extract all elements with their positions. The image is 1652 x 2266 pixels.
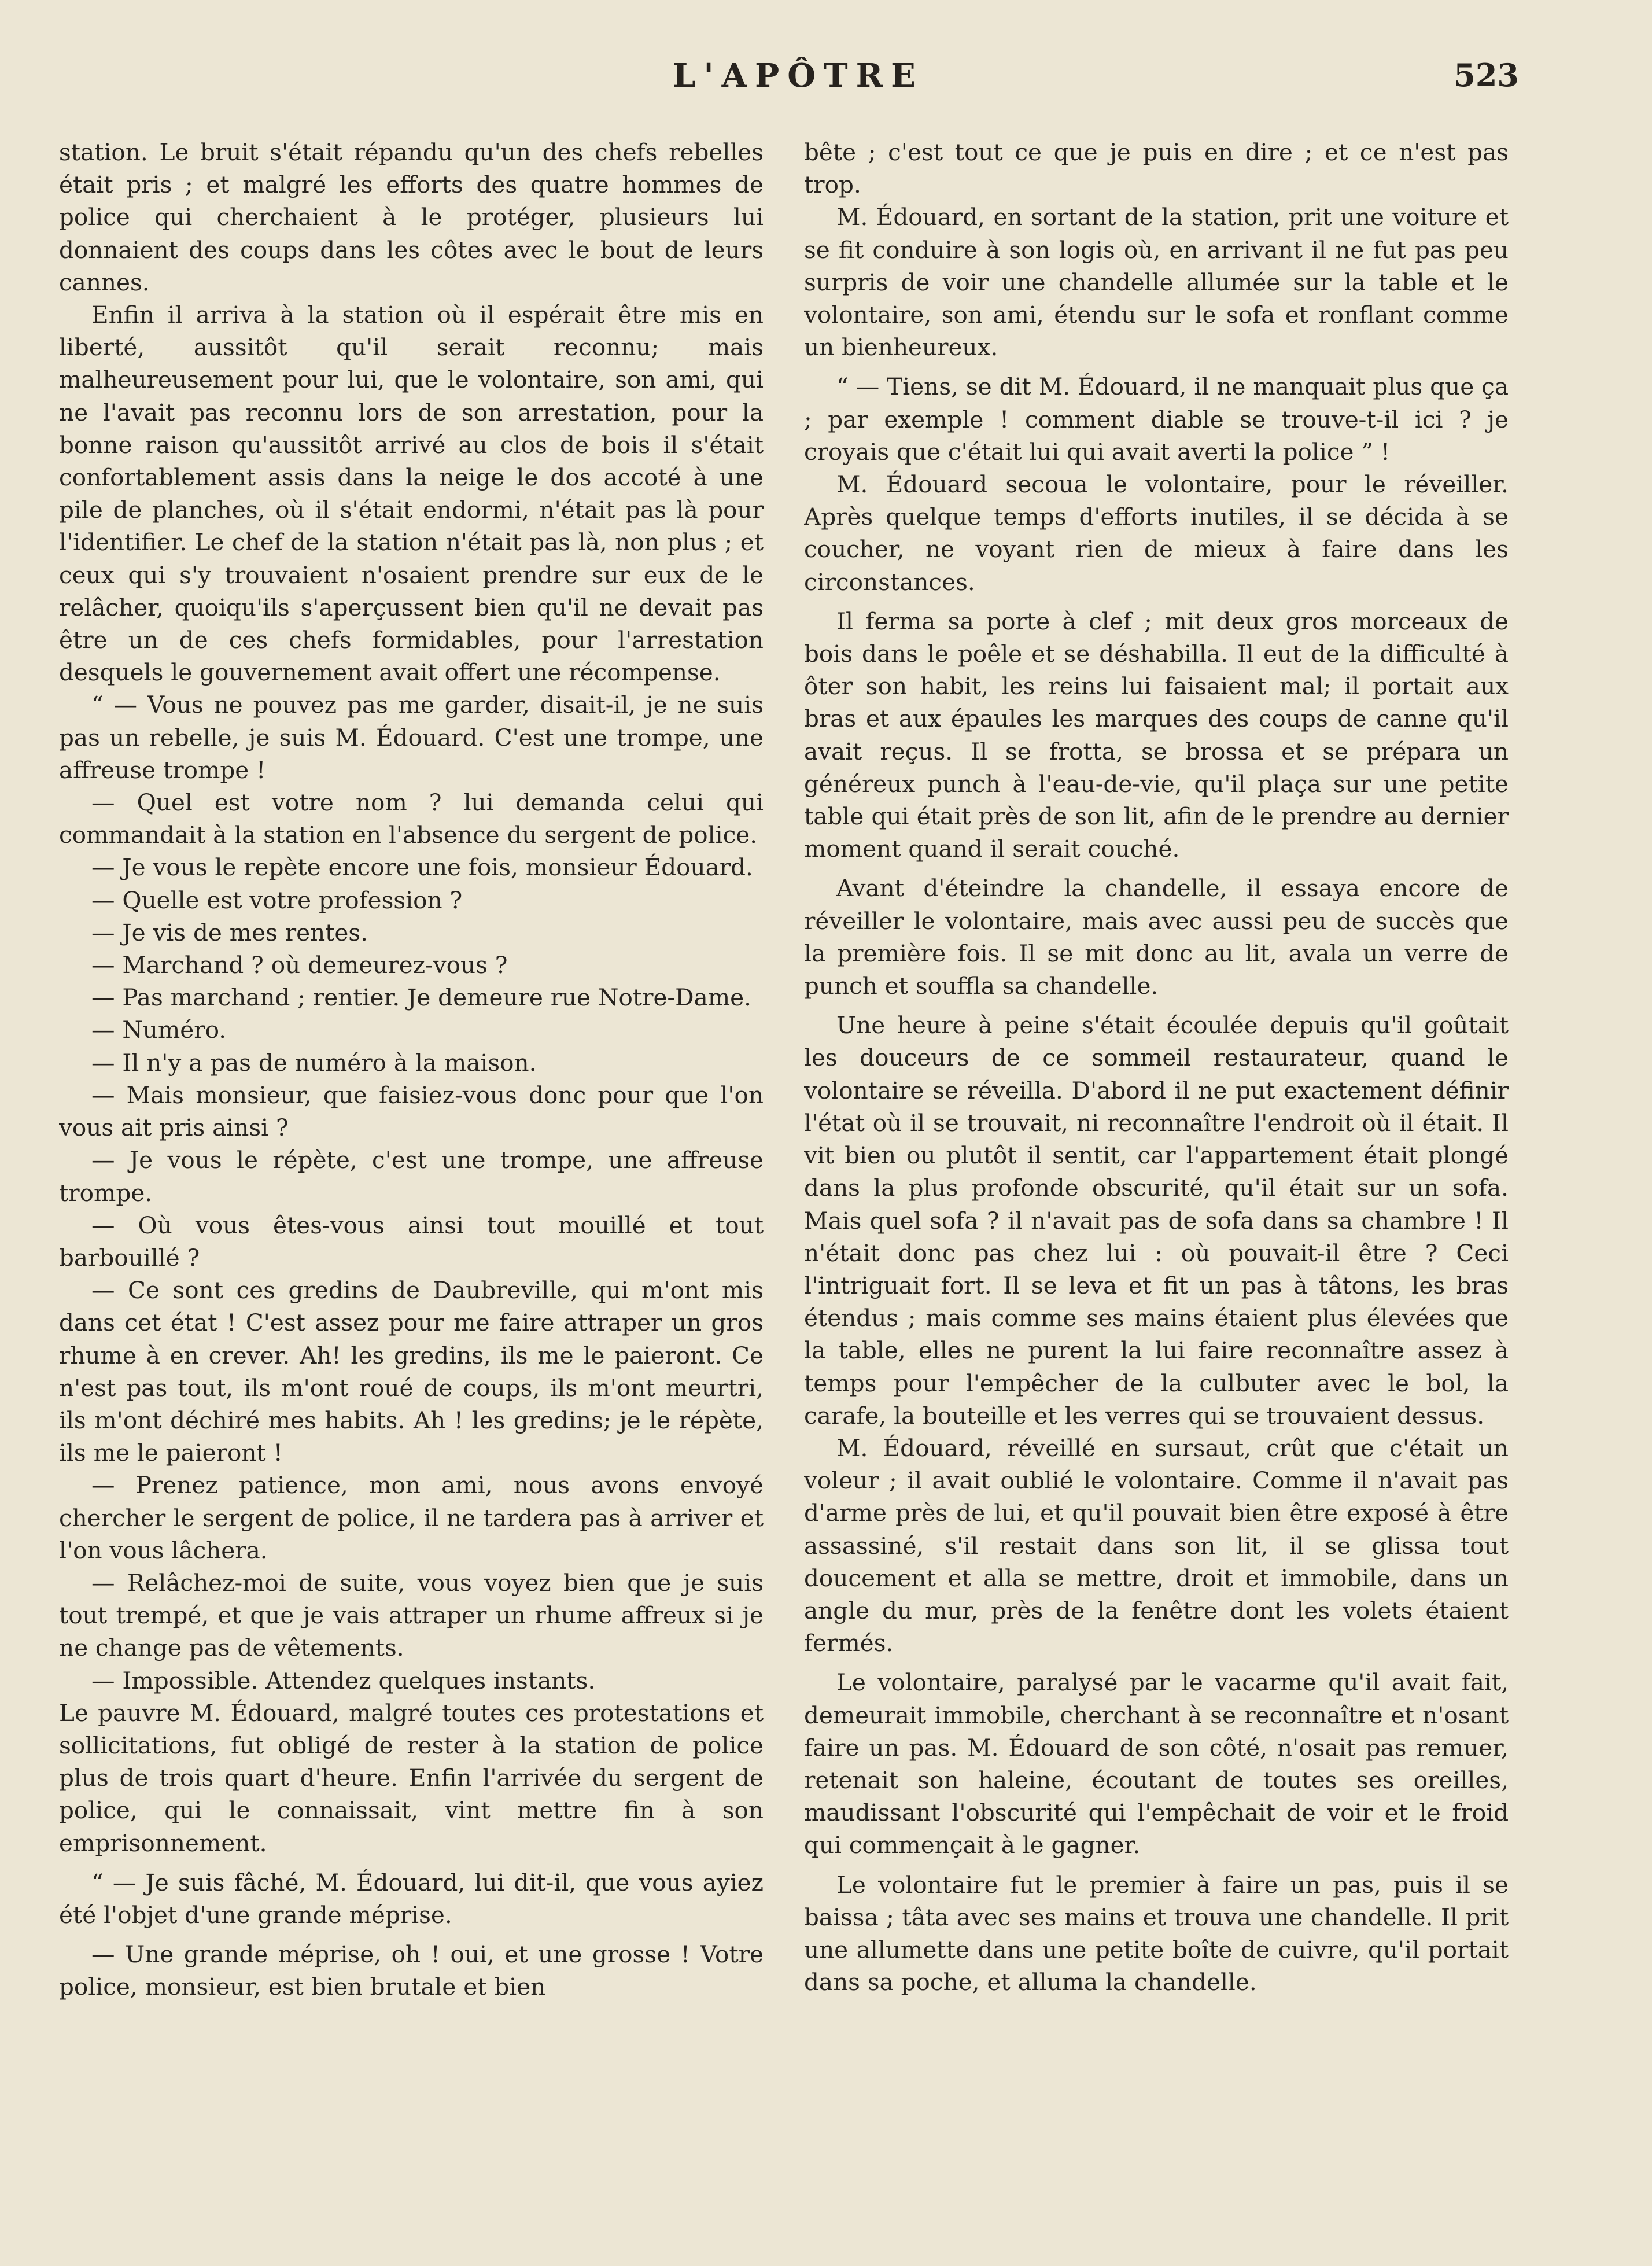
paragraph: — Mais monsieur, que faisiez-vous donc pour que l'on vous ait pris ainsi ? — [59, 1081, 764, 1142]
paragraph: M. Édouard secoua le volontaire, pour le réveiller. Après quelque temps d'efforts inutiles, il se décida à se coucher, ne voyant rien de mieux à faire dans les circonstances. — [804, 470, 1509, 596]
paragraph: — Quelle est votre profession ? — [91, 886, 463, 914]
paragraph: “ — Tiens, se dit M. Édouard, il ne manquait plus que ça ; par exemple ! comment diable se trouve-t-il ici ? je croyais que c'était lui qui avait averti la police ” ! — [804, 373, 1509, 466]
paragraph: Enfin il arriva à la station où il espérait être mis en liberté, aussitôt qu'il serait reconnu; mais malheureusement pour lui, que le volontaire, son ami, qui ne l'avait pas reconnu lors de son arrestation, pour la bonne raison qu'aussitôt arrivé au clos de bois il s'était confortablement assis dans la neige le dos accoté à une pile de planches, où il s'était endormi, n'était pas là pour l'identifier. Le chef de la station n'était pas là, non plus ; et ceux qui s'y trouvaient n'osaient prendre sur eux de le relâcher, quoiqu'ils s'aperçussent bien qu'il ne devait pas être un de ces chefs formidables, pour l'arrestation desquels le gouvernement avait offert une récompense. — [59, 301, 764, 687]
paragraph: — Relâchez-moi de suite, vous voyez bien que je suis tout trempé, et que je vais attraper un rhume affreux si je ne change pas de vêtements. — [59, 1568, 764, 1662]
paragraph: Le volontaire fut le premier à faire un pas, puis il se baissa ; tâta avec ses mains et trouva une chandelle. Il prit une allumette dans une petite boîte de cuivre, qu'il portait dans sa poche, et alluma la chandelle. — [804, 1870, 1509, 1996]
running-title: L'APÔTRE — [673, 57, 924, 95]
paragraph: Une heure à peine s'était écoulée depuis qu'il goûtait les douceurs de ce sommeil restaurateur, quand le volontaire se réveilla. D'abord il ne put exactement définir l'état où il se trouvait, ni reconnaître l'endroit où il était. Il vit bien ou plutôt il sentit, car l'appartement était plongé dans la plus profonde obscurité, qu'il était sur un sofa. Mais quel sofa ? il n'avait pas de sofa dans sa chambre ! Il n'était donc pas chez lui : où pouvait-il être ? Ceci l'intriguait fort. Il se leva et fit un pas à tâtons, les bras étendus ; mais comme ses mains étaient plus élevées que la table, elles ne purent la lui faire reconnaître assez à temps pour l'empêcher de la culbuter avec le bol, la carafe, la bouteille et les verres qui se trouvaient dessus. — [804, 1011, 1509, 1429]
paragraph: Le pauvre M. Édouard, malgré toutes ces protestations et sollicitations, fut obligé de rester à la station de police plus de trois quart d'heure. Enfin l'arrivée du sergent de police, qui le connaissait, vint mettre fin à son emprisonnement. — [59, 1698, 764, 1857]
paragraph: — Numéro. — [91, 1016, 227, 1044]
paragraph: — Pas marchand ; rentier. Je demeure rue Notre-Dame. — [91, 983, 751, 1012]
paragraph: — Je vous le répète, c'est une trompe, une affreuse trompe. — [59, 1146, 764, 1207]
paragraph: — Où vous êtes-vous ainsi tout mouillé et tout barbouillé ? — [59, 1211, 764, 1272]
paragraph: “ — Je suis fâché, M. Édouard, lui dit-il, que vous ayiez été l'objet d'une grande méprise. — [59, 1868, 764, 1929]
paragraph: — Quel est votre nom ? lui demanda celui qui commandait à la station en l'absence du sergent de police. — [59, 789, 764, 849]
paragraph: station. Le bruit s'était répandu qu'un des chefs rebelles était pris ; et malgré les efforts des quatre hommes de police qui cherchaient à le protéger, plusieurs lui donnaient des coups dans les côtes avec le bout de leurs cannes. — [59, 138, 764, 296]
right-column — [804, 136, 1509, 2178]
paragraph: — Marchand ? où demeurez-vous ? — [91, 951, 508, 979]
paragraph: — Une grande méprise, oh ! oui, et une grosse ! Votre police, monsieur, est bien brutale et bien — [59, 1940, 764, 2001]
paragraph: — Il n'y a pas de numéro à la maison. — [91, 1048, 537, 1077]
paragraph: — Je vous le repète encore une fois, monsieur Édouard. — [91, 853, 753, 882]
paragraph: Il ferma sa porte à clef ; mit deux gros morceaux de bois dans le poêle et se déshabilla. Il eut de la difficulté à ôter son habit, les reins lui faisaient mal; il portait aux bras et aux épaules les marques des coups de canne qu'il avait reçus. Il se frotta, se brossa et se prépara un généreux punch à l'eau-de-vie, qu'il plaça sur une petite table qui était près de son lit, afin de le prendre au dernier moment quand il serait couché. — [804, 607, 1509, 863]
paragraph: — Ce sont ces gredins de Daubreville, qui m'ont mis dans cet état ! C'est assez pour me faire attraper un gros rhume à en crever. Ah! les gredins, ils me le paieront. Ce n'est pas tout, ils m'ont roué de coups, ils m'ont meurtri, ils m'ont déchiré mes habits. Ah ! les gredins; je le répète, ils me le paieront ! — [59, 1276, 764, 1467]
left-column — [59, 136, 764, 2178]
paragraph: M. Édouard, réveillé en sursaut, crût que c'était un voleur ; il avait oublié le volontaire. Comme il n'avait pas d'arme près de lui, et qu'il pouvait bien être exposé à être assassiné, s'il restait dans son lit, il se glissa tout doucement et alla se mettre, droit et immobile, dans un angle du mur, près de la fenêtre dont les volets étaient fermés. — [804, 1434, 1509, 1657]
paragraph: — Impossible. Attendez quelques instants. — [91, 1666, 596, 1694]
paragraph: M. Édouard, en sortant de la station, prit une voiture et se fit conduire à son logis où, en arrivant il ne fut pas peu surpris de voir une chandelle allumée sur la table et le volontaire, son ami, étendu sur le sofa et ronflant comme un bienheureux. — [804, 203, 1509, 362]
paragraph: bête ; c'est tout ce que je puis en dire ; et ce n'est pas trop. — [804, 138, 1509, 199]
page-header — [0, 57, 1652, 97]
paragraph: — Prenez patience, mon ami, nous avons envoyé chercher le sergent de police, il ne tardera pas à arriver et l'on vous lâchera. — [59, 1471, 764, 1564]
paragraph: Le volontaire, paralysé par le vacarme qu'il avait fait, demeurait immobile, cherchant à se reconnaître et n'osant faire un pas. M. Édouard de son côté, n'osait pas remuer, retenait son haleine, écoutant de toutes ses oreilles, maudissant l'obscurité qui l'empêchait de voir et le froid qui commençait à le gagner. — [804, 1668, 1509, 1859]
page-number: 523 — [1454, 57, 1519, 94]
paragraph: Avant d'éteindre la chandelle, il essaya encore de réveiller le volontaire, mais avec aussi peu de succès que la première fois. Il se mit donc au lit, avala un verre de punch et souffla sa chandelle. — [804, 874, 1509, 1000]
paragraph: — Je vis de mes rentes. — [91, 918, 368, 946]
paragraph: “ — Vous ne pouvez pas me garder, disait-il, je ne suis pas un rebelle, je suis M. Édouard. C'est une trompe, une affreuse trompe ! — [59, 691, 764, 784]
